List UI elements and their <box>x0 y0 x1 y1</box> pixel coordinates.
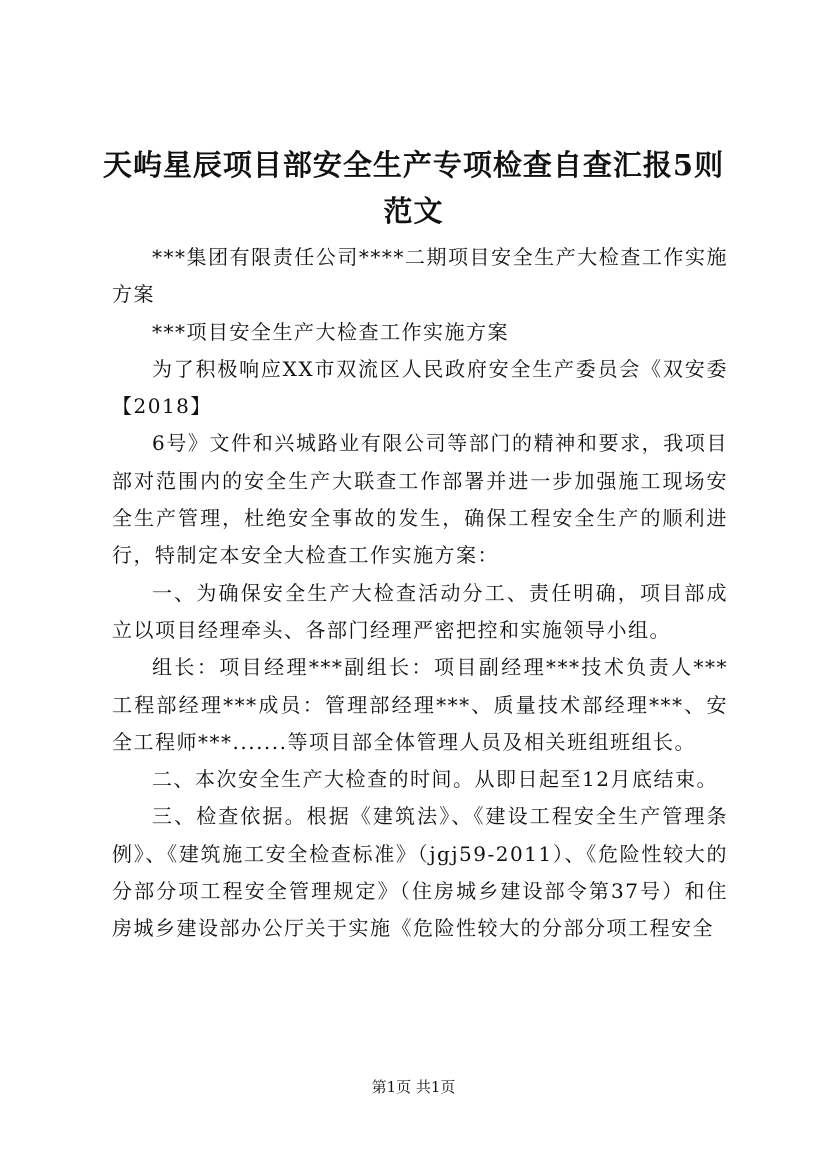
document-body <box>112 239 728 948</box>
paragraph-section-one: 一、为确保安全生产大检查活动分工、责任明确，项目部成立以项目经理牵头、各部门经理严密把控和实施领导小组。 <box>112 580 728 642</box>
paragraph-section-three: 三、检查依据。根据《建筑法》、《建设工程安全生产管理条例》、《建筑施工安全检查标准》（jgj59-2011）、《危险性较大的分部分项工程安全管理规定》（住房城乡建设部令第37号）和住房城乡建设部办公厅关于实施《危险性较大的分部分项工程安全 <box>112 804 728 941</box>
paragraph-section-two: 二、本次安全生产大检查的时间。从即日起至12月底结束。 <box>152 767 718 792</box>
paragraph-project-plan: ***项目安全生产大检查工作实施方案 <box>152 319 509 344</box>
paragraph-purpose: 6号》文件和兴城路业有限公司等部门的精神和要求，我项目部对范围内的安全生产大联查工作部署并进一步加强施工现场安全生产管理，杜绝安全事故的发生，确保工程安全生产的顺利进行，特制定本安全大检查工作实施方案： <box>112 431 728 568</box>
paragraph-response: 为了积极响应XX市双流区人民政府安全生产委员会《双安委【2018】 <box>112 356 728 419</box>
paragraph-team-members: 组长：项目经理***副组长：项目副经理***技术负责人***工程部经理***成员：管理部经理***、质量技术部经理***、安全工程师***.......等项目部全体管理人员及相关班组班组长。 <box>112 655 728 754</box>
document-title: 天屿星辰项目部安全生产专项检查自查汇报5则范文 <box>102 148 725 228</box>
paragraph-company-plan: ***集团有限责任公司****二期项目安全生产大检查工作实施方案 <box>112 245 728 307</box>
page-footer: 第1页 共1页 <box>371 1078 456 1096</box>
